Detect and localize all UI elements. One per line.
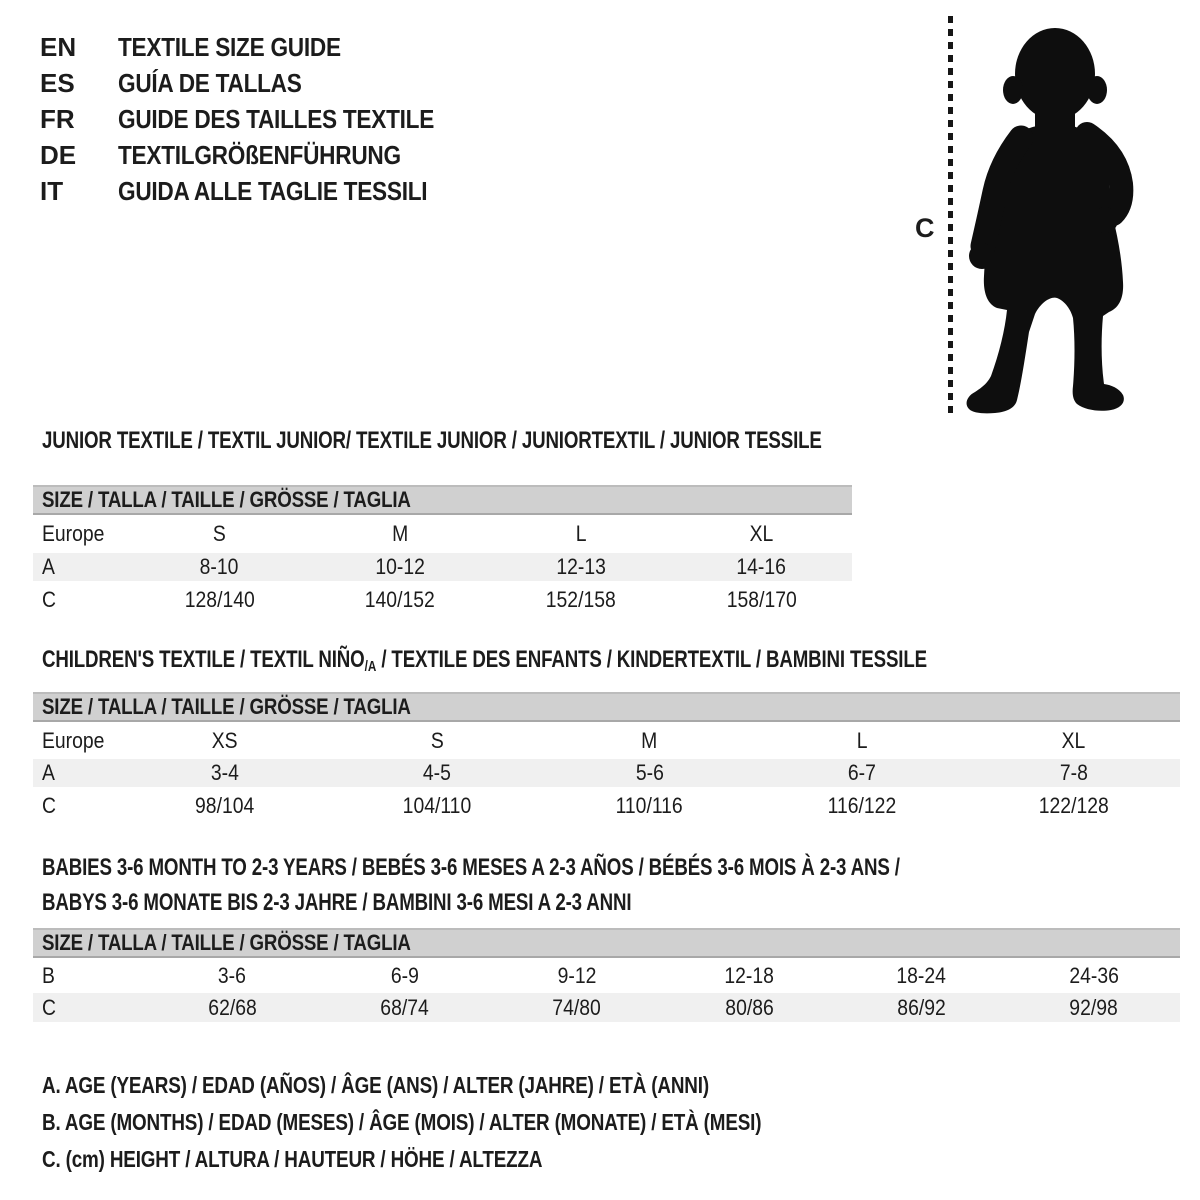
size-header-label: SIZE / TALLA / TAILLE / GRÖSSE / TAGLIA — [42, 694, 411, 719]
table-cell: M — [392, 521, 409, 546]
lang-row-fr — [40, 101, 481, 137]
lang-title-fr: GUIDE DES TAILLES TEXTILE — [118, 104, 435, 134]
table-cell: 68/74 — [380, 994, 429, 1020]
table-cell: 18-24 — [896, 962, 947, 988]
size-table-children-header-bar — [33, 692, 1180, 722]
toddler-silhouette-icon — [963, 14, 1143, 418]
table-cell: L — [856, 727, 868, 753]
babies-title-line1: BABIES 3-6 MONTH TO 2-3 YEARS / BEBÉS 3-6 MESES A 2-3 AÑOS / BÉBÉS 3-6 MOIS À 2-3 ANS / — [42, 854, 900, 881]
table-cell: XS — [212, 727, 239, 753]
lang-code-de: DE — [40, 140, 77, 170]
size-table-children — [33, 692, 1180, 825]
table-cell: XL — [1062, 727, 1086, 753]
table-cell: 80/86 — [724, 994, 774, 1020]
table-cell: L — [575, 521, 587, 546]
table-cell: 110/116 — [615, 793, 684, 818]
row-label: A — [42, 554, 55, 579]
table-row-europe — [33, 722, 1180, 759]
section-title-junior-text: JUNIOR TEXTILE / TEXTIL JUNIOR/ TEXTILE JUNIOR / JUNIORTEXTIL / JUNIOR TESSILE — [42, 427, 822, 454]
size-table-junior-header-bar — [33, 485, 852, 515]
table-row-age-years — [33, 759, 1180, 787]
table-cell: M — [641, 727, 658, 753]
lang-title-es: GUÍA DE TALLAS — [118, 68, 302, 98]
table-cell: 12-18 — [724, 962, 774, 988]
row-label: C — [42, 793, 56, 818]
lang-code-en: EN — [40, 32, 77, 62]
table-cell: 6-9 — [390, 962, 419, 988]
table-cell: 140/152 — [365, 586, 436, 612]
row-label: Europe — [42, 521, 105, 546]
table-cell: 74/80 — [552, 994, 602, 1020]
table-cell: 7-8 — [1059, 760, 1088, 785]
lang-code-it: IT — [40, 176, 64, 206]
table-cell: 14-16 — [736, 554, 787, 579]
children-title-prefix: CHILDREN'S TEXTILE / TEXTIL NIÑO — [42, 646, 365, 673]
children-title-sub: /A — [364, 658, 377, 675]
table-cell: 6-7 — [847, 760, 876, 785]
size-table-babies — [33, 928, 1180, 1022]
lang-row-de — [40, 137, 481, 173]
row-label: C — [42, 586, 56, 612]
table-cell: 8-10 — [199, 554, 239, 579]
section-title-babies — [42, 850, 1142, 920]
size-header-label: SIZE / TALLA / TAILLE / GRÖSSE / TAGLIA — [42, 930, 411, 955]
table-cell: 122/128 — [1038, 793, 1109, 818]
table-row-height-cm — [33, 993, 1180, 1022]
lang-title-de: TEXTILGRÖßENFÜHRUNG — [118, 140, 401, 170]
table-row-height-cm — [33, 787, 1180, 825]
table-cell: 3-6 — [218, 962, 247, 988]
table-cell: 98/104 — [195, 793, 255, 818]
table-row-age-months — [33, 958, 1180, 993]
row-label: A — [42, 760, 55, 785]
legend-line-age-years: A. AGE (YEARS) / EDAD (AÑOS) / ÂGE (ANS) / ALTER (JAHRE) / ETÀ (ANNI) — [42, 1072, 709, 1098]
table-cell: XL — [749, 521, 774, 546]
lang-title-en: TEXTILE SIZE GUIDE — [118, 32, 341, 62]
section-title-children — [42, 647, 1177, 676]
size-header-label: SIZE / TALLA / TAILLE / GRÖSSE / TAGLIA — [42, 487, 411, 512]
row-label: Europe — [42, 727, 105, 753]
table-cell: 116/122 — [827, 793, 896, 818]
table-cell: 5-6 — [635, 760, 664, 785]
height-measure-dashed-line — [948, 16, 953, 416]
row-label: B — [42, 962, 55, 988]
table-cell: 12-13 — [556, 554, 606, 579]
table-cell: 62/68 — [207, 994, 257, 1020]
table-cell: 152/158 — [545, 586, 616, 612]
table-cell: 128/140 — [184, 586, 255, 612]
language-title-block — [40, 29, 481, 209]
table-cell: 158/170 — [726, 586, 797, 612]
table-cell: 104/110 — [403, 793, 472, 818]
table-cell: 86/92 — [897, 994, 946, 1020]
table-cell: 3-4 — [211, 760, 240, 785]
section-title-junior — [42, 428, 1042, 454]
size-table-babies-header-bar — [33, 928, 1180, 958]
table-row-age-years — [33, 553, 852, 581]
babies-title-line2: BABYS 3-6 MONATE BIS 2-3 JAHRE / BAMBINI 3-6 MESI A 2-3 ANNI — [42, 889, 632, 916]
lang-code-fr: FR — [40, 104, 75, 134]
table-cell: S — [212, 521, 226, 546]
children-title-suffix: / TEXTILE DES ENFANTS / KINDERTEXTIL / BAMBINI TESSILE — [376, 646, 927, 673]
table-cell: S — [430, 727, 444, 753]
legend-block — [42, 1067, 919, 1178]
table-row-europe — [33, 515, 852, 553]
table-cell: 10-12 — [375, 554, 425, 579]
lang-row-es — [40, 65, 481, 101]
lang-row-it — [40, 173, 481, 209]
table-cell: 9-12 — [557, 962, 597, 988]
table-row-height-cm — [33, 581, 852, 618]
legend-line-age-months: B. AGE (MONTHS) / EDAD (MESES) / ÂGE (MOIS) / ALTER (MONATE) / ETÀ (MESI) — [42, 1109, 762, 1135]
table-cell: 4-5 — [423, 760, 452, 785]
table-cell: 92/98 — [1069, 994, 1119, 1020]
row-label: C — [42, 994, 56, 1020]
legend-line-height: C. (cm) HEIGHT / ALTURA / HAUTEUR / HÖHE / ALTEZZA — [42, 1146, 543, 1172]
lang-code-es: ES — [40, 68, 75, 98]
section-title-children-text — [42, 647, 927, 676]
figure-height-label: C — [915, 213, 935, 243]
lang-row-en — [40, 29, 481, 65]
size-table-junior — [33, 485, 852, 618]
table-cell: 24-36 — [1069, 962, 1119, 988]
lang-title-it: GUIDA ALLE TAGLIE TESSILI — [118, 176, 428, 206]
